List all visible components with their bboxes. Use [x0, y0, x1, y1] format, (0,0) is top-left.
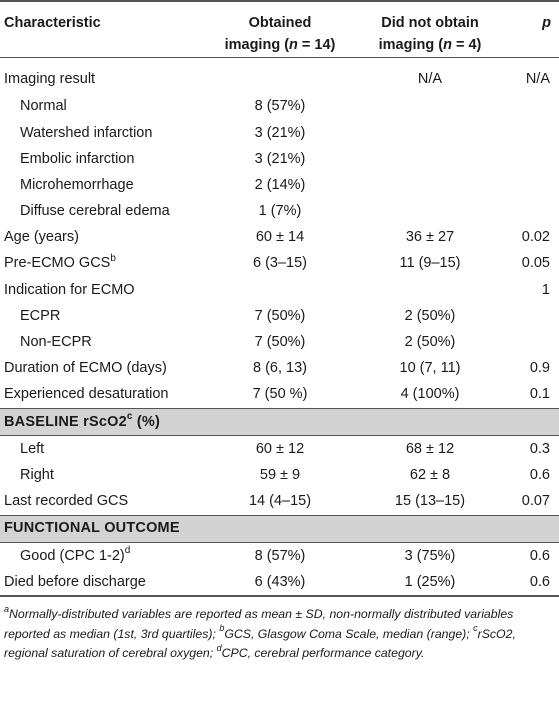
row-label-text: Normal: [20, 98, 67, 115]
table-row: [0, 462, 559, 488]
row-label-text: Experienced desaturation: [4, 386, 169, 403]
obtained-imaging-value: 8 (6, 13): [253, 360, 307, 377]
p-value: 0.05: [521, 255, 550, 272]
row-label-text: Last recorded GCS: [4, 493, 129, 510]
obtained-imaging-value: 8 (57%): [254, 547, 306, 564]
header-characteristic-text: Characteristic: [4, 15, 101, 31]
table-row: [0, 329, 559, 355]
row-label: [0, 94, 205, 120]
table-body: [0, 57, 559, 596]
obtained-imaging-value: 6 (3–15): [252, 255, 307, 272]
header-p-value: [505, 1, 559, 57]
table-row: [0, 277, 559, 303]
obtained-imaging-value: [205, 277, 355, 303]
did-not-obtain-value: 4 (100%): [400, 386, 460, 403]
table-row: [0, 488, 559, 515]
footnote-marker: d: [216, 642, 222, 653]
footnote-marker: a: [4, 603, 10, 614]
did-not-obtain-value: [355, 146, 505, 172]
table-row: [0, 251, 559, 277]
row-label-text: Age (years): [4, 229, 79, 246]
row-label: [0, 488, 205, 515]
row-label: [0, 462, 205, 488]
p-value: [505, 172, 559, 198]
did-not-obtain-value: 2 (50%): [404, 307, 456, 324]
footnote-marker: b: [219, 623, 225, 634]
footnote-text: Normally-distributed variables are reported as mean ± SD, non-normally distributed variables reported as median (1st, 3rd quartiles);: [4, 607, 514, 641]
did-not-obtain-value: 11 (9–15): [399, 255, 461, 272]
row-label-text: Good (CPC 1-2): [20, 547, 125, 564]
header-not-prefix: imaging (: [378, 37, 444, 53]
table-row: [0, 120, 559, 146]
p-value: 1: [541, 281, 550, 298]
row-label-text: ECPR: [20, 307, 61, 324]
header-obtained-line1: Obtained: [248, 15, 312, 31]
obtained-imaging-value: 7 (50%): [254, 307, 306, 324]
p-value: 0.1: [529, 386, 550, 403]
table-row: [0, 57, 559, 94]
obtained-imaging-value: 59 ± 9: [259, 466, 301, 483]
table-row: [0, 382, 559, 409]
p-value: N/A: [525, 71, 550, 88]
header-obtained-imaging: [205, 1, 355, 57]
section-header-row: [0, 408, 559, 435]
header-p-text: p: [542, 15, 551, 31]
table-row: [0, 435, 559, 462]
table-row: [0, 94, 559, 120]
row-label-text: Embolic infarction: [20, 150, 135, 167]
p-value: 0.3: [529, 440, 550, 457]
row-label: [0, 224, 205, 250]
footnote-text: rScO2, regional saturation of cerebral oxygen;: [4, 626, 516, 661]
obtained-imaging-value: [205, 57, 355, 94]
footnote-marker: b: [110, 252, 116, 264]
obtained-imaging-value: 6 (43%): [205, 569, 355, 596]
p-value: 0.6: [529, 466, 550, 483]
section-title: BASELINE rScO2: [4, 413, 127, 430]
row-label-text: Microhemorrhage: [20, 176, 134, 193]
did-not-obtain-value: [355, 120, 505, 146]
row-label: [0, 382, 205, 409]
row-label-text: Pre-ECMO GCS: [4, 255, 111, 272]
p-value: 0.9: [529, 360, 550, 377]
obtained-imaging-value: 60 ± 12: [255, 440, 305, 457]
header-obtained-prefix: imaging (: [224, 37, 290, 53]
obtained-imaging-value: 3 (21%): [254, 124, 306, 141]
p-value: [505, 94, 559, 120]
p-value: 0.6: [505, 569, 559, 596]
row-label-text: Diffuse cerebral edema: [20, 203, 170, 220]
row-label: [0, 569, 205, 596]
row-label: [0, 277, 205, 303]
did-not-obtain-value: [355, 172, 505, 198]
footnote-text: GCS, Glasgow Coma Scale, median (range);: [224, 626, 474, 641]
header-obtained-suffix: = 14): [297, 37, 336, 53]
did-not-obtain-value: 68 ± 12: [405, 440, 455, 457]
section-header-cell: [0, 408, 559, 435]
row-label: [0, 198, 205, 224]
table-row: [0, 569, 559, 596]
did-not-obtain-value: 10 (7, 11): [399, 360, 461, 377]
header-not-suffix: = 4): [451, 37, 482, 53]
did-not-obtain-value: 2 (50%): [404, 334, 456, 351]
p-value: 0.02: [521, 229, 550, 246]
footnote-marker: c: [473, 623, 478, 634]
p-value: [505, 120, 559, 146]
row-label: [0, 251, 205, 277]
section-title: FUNCTIONAL OUTCOME: [4, 520, 180, 537]
did-not-obtain-value: 36 ± 27: [405, 229, 455, 246]
row-label: [0, 303, 205, 329]
did-not-obtain-value: N/A: [417, 71, 443, 88]
row-label-text: Non-ECPR: [20, 334, 92, 351]
header-obtained-n: n: [289, 37, 298, 53]
row-label-text: Died before discharge: [4, 573, 146, 590]
header-did-not-obtain-imaging: [355, 1, 505, 57]
table-row: [0, 355, 559, 381]
did-not-obtain-value: [355, 94, 505, 120]
row-label: [0, 542, 205, 569]
row-label-text: Right: [20, 466, 54, 483]
table-row: [0, 224, 559, 250]
row-label-text: Left: [20, 440, 45, 457]
footnote-marker: c: [126, 410, 133, 422]
row-label-text: Imaging result: [4, 71, 96, 88]
table-row: [0, 172, 559, 198]
table-row: [0, 303, 559, 329]
row-label-text: Indication for ECMO: [4, 281, 135, 298]
row-label: [0, 355, 205, 381]
p-value: [505, 146, 559, 172]
section-title-suffix: (%): [132, 413, 161, 430]
did-not-obtain-value: 15 (13–15): [394, 493, 466, 510]
header-not-line1: Did not obtain: [381, 15, 479, 31]
obtained-imaging-value: 7 (50%): [254, 334, 306, 351]
obtained-imaging-value: 14 (4–15): [248, 493, 312, 510]
did-not-obtain-value: [355, 277, 505, 303]
did-not-obtain-value: 62 ± 8: [409, 466, 451, 483]
obtained-imaging-value: 3 (21%): [254, 150, 306, 167]
row-label: [0, 435, 205, 462]
p-value: [505, 303, 559, 329]
p-value: [505, 198, 559, 224]
row-label: [0, 120, 205, 146]
row-label: [0, 329, 205, 355]
row-label: [0, 57, 205, 94]
p-value: [505, 329, 559, 355]
did-not-obtain-value: 1 (25%): [355, 569, 505, 596]
p-value: 0.07: [521, 493, 550, 510]
row-label-text: Watershed infarction: [20, 124, 153, 141]
section-header-row: [0, 515, 559, 542]
header-not-n: n: [443, 37, 452, 53]
did-not-obtain-value: 3 (75%): [404, 547, 456, 564]
table-row: [0, 542, 559, 569]
table-footnote: [0, 597, 559, 664]
header-characteristic: [0, 1, 205, 57]
obtained-imaging-value: 60 ± 14: [255, 229, 305, 246]
footnote-text: CPC, cerebral performance category.: [221, 646, 425, 661]
obtained-imaging-value: 1 (7%): [258, 203, 302, 220]
footnote-marker: d: [124, 544, 131, 556]
obtained-imaging-value: 7 (50 %): [252, 386, 308, 403]
table-row: [0, 198, 559, 224]
obtained-imaging-value: 8 (57%): [254, 98, 306, 115]
row-label: [0, 172, 205, 198]
p-value: 0.6: [529, 547, 550, 564]
did-not-obtain-value: [355, 198, 505, 224]
header-row: [0, 1, 559, 57]
section-header-cell: [0, 515, 559, 542]
table-row: [0, 146, 559, 172]
obtained-imaging-value: 2 (14%): [254, 176, 306, 193]
row-label-text: Duration of ECMO (days): [4, 360, 167, 377]
row-label: [0, 146, 205, 172]
